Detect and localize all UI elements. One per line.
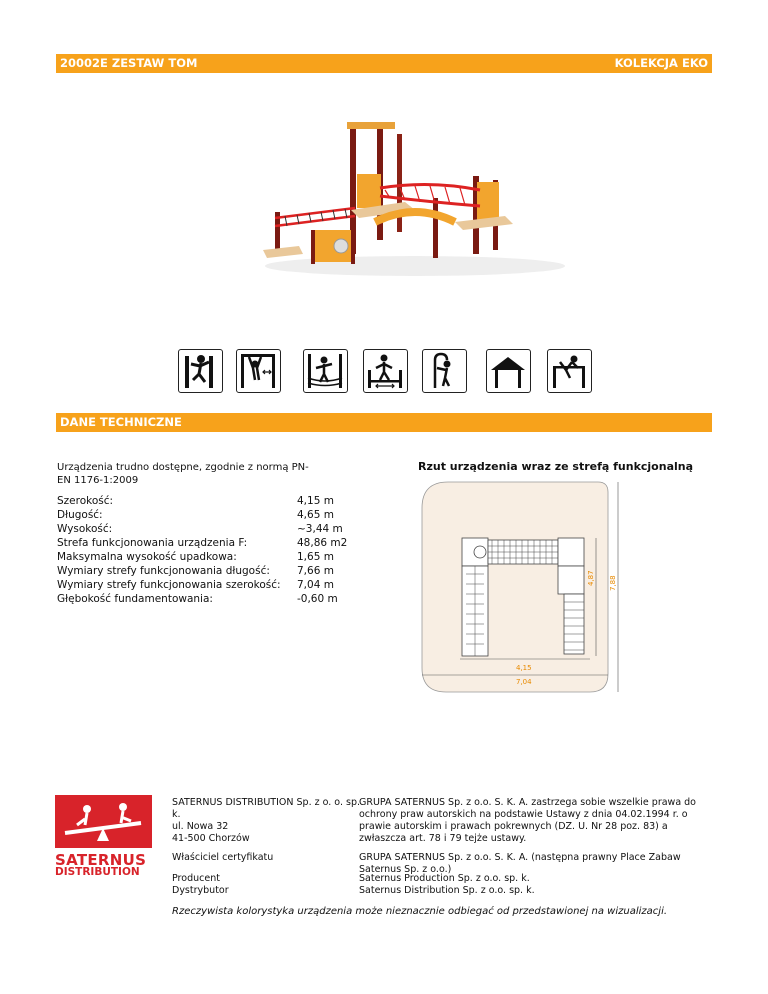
logo-text-distribution: DISTRIBUTION (55, 866, 140, 878)
product-title: 20002E ZESTAW TOM (60, 56, 198, 70)
spec-row: Maksymalna wysokość upadkowa: 1,65 m (57, 551, 334, 563)
spec-row: Głębokość fundamentowania: -0,60 m (57, 593, 338, 605)
spec-row: Wymiary strefy funkcjonowania szerokość: 7,04 m (57, 579, 334, 591)
spec-row: Długość: 4,65 m (57, 509, 334, 521)
copyright-notice: GRUPA SATERNUS Sp. z o.o. S. K. A. zastrzega sobie wszelkie prawa do ochrony praw autorskich na podstawie Ustawy z dnia 04.02.1994 r. o prawie autorskim i prawach pokrewnych (DZ. U. Nr 28 poz. 83) a zwłaszcza art. 78 i 79 tejże ustawy. (359, 797, 696, 844)
pole-icon (422, 349, 467, 393)
climbing-wall-icon (178, 349, 223, 393)
spec-row: Strefa funkcjonowania urządzenia F: 48,86 m2 (57, 537, 348, 549)
plan-title: Rzut urządzenia wraz ze strefą funkcjonalną (418, 460, 694, 473)
producer-label: Producent (172, 873, 220, 884)
balance-bridge-icon (363, 349, 408, 393)
section-bar (56, 413, 712, 432)
product-visualization (255, 118, 575, 278)
header-bar (56, 54, 712, 73)
logo-seesaw-icon (55, 795, 152, 848)
cert-label: Właściciel certyfikatu (172, 852, 274, 863)
monkey-bars-icon (236, 349, 281, 393)
company-address (172, 797, 362, 845)
cert-value: GRUPA SATERNUS Sp. z o.o. S. K. A. (następna prawny Place Zabaw Saternus Sp. z o.o.) (359, 852, 681, 875)
specs-table (57, 494, 377, 606)
roof-icon (486, 349, 531, 393)
logo-text-saternus: SATERNUS (55, 851, 147, 869)
dim-inner-horizontal: 4,15 (516, 664, 532, 672)
saternus-logo (55, 795, 152, 877)
distributor-value: Saternus Distribution Sp. z o.o. sp. k. (359, 885, 535, 896)
section-title: DANE TECHNICZNE (60, 415, 182, 429)
rope-bridge-icon (303, 349, 348, 393)
distributor-label: Dystrybutor (172, 885, 229, 896)
spec-row: Szerokość: 4,15 m (57, 495, 334, 507)
description: Urządzenia trudno dostępne, zgodnie z normą PN-EN 1176-1:2009 (57, 462, 309, 486)
collection-label: KOLEKCJA EKO (614, 56, 708, 70)
company-name: SATERNUS DISTRIBUTION Sp. z o. o. sp. k. (172, 797, 360, 820)
color-disclaimer: Rzeczywista kolorystyka urządzenia może nieznacznie odbiegać od przedstawionej na wizualizacji. (172, 906, 668, 917)
horizontal-bar-icon (547, 349, 592, 393)
producer-value: Saternus Production Sp. z o.o. sp. k. (359, 873, 530, 884)
dim-inner-vertical: 4,87 (587, 570, 595, 586)
company-city: 41-500 Chorzów (172, 833, 250, 844)
dim-outer-horizontal: 7,04 (516, 678, 532, 686)
spec-row: Wymiary strefy funkcjonowania długość: 7,66 m (57, 565, 334, 577)
dim-outer-vertical: 7,88 (609, 575, 617, 591)
company-street: ul. Nowa 32 (172, 821, 229, 832)
spec-row: Wysokość: ~3,44 m (57, 523, 343, 535)
